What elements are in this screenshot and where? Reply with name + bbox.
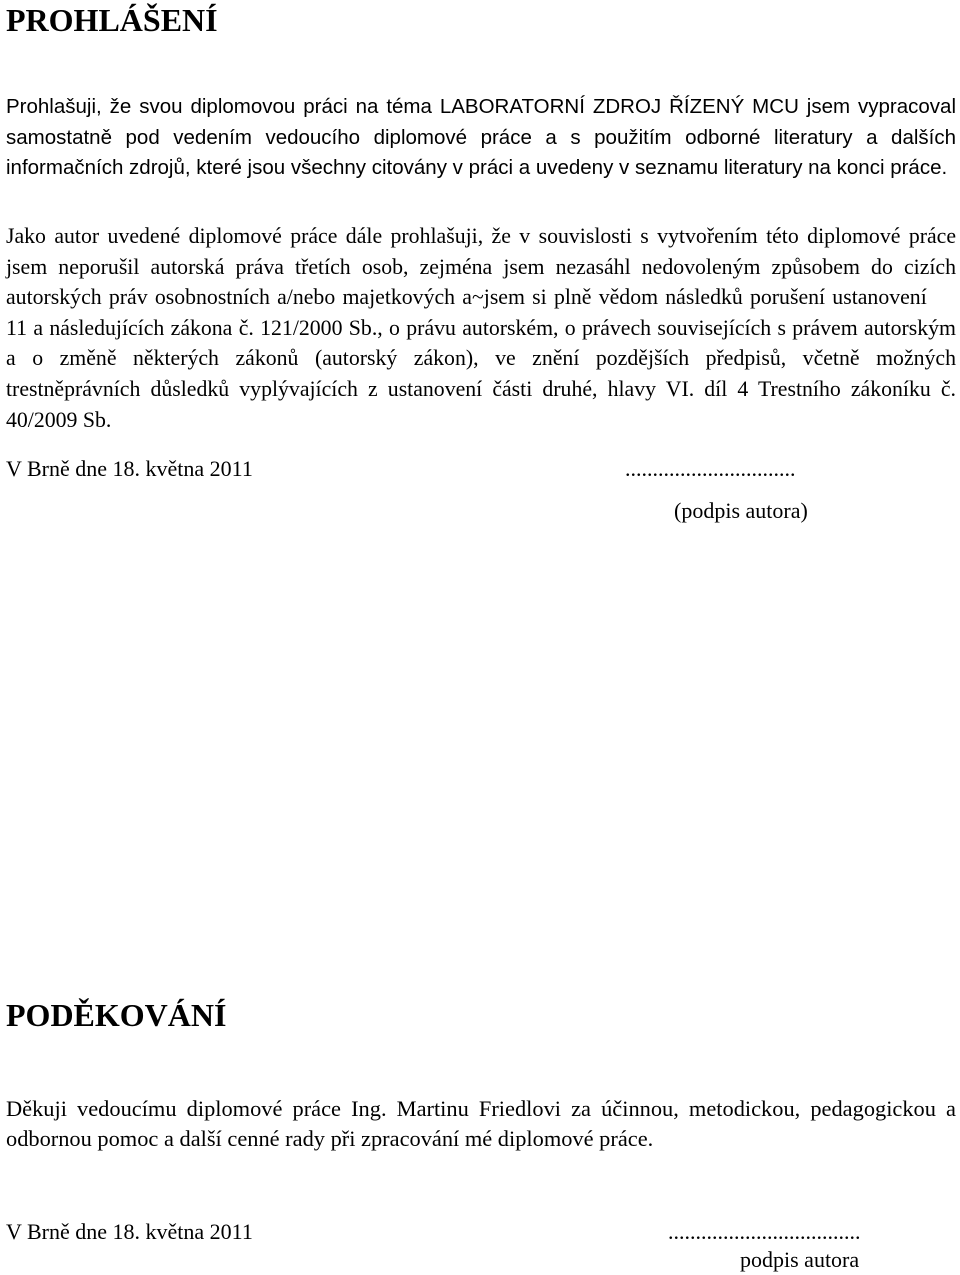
acknowledgement-place-date: V Brně dne 18. května 2011 xyxy=(6,1219,253,1244)
declaration-paragraph-1: Prohlašuji, že svou diplomovou práci na téma LABORATORNÍ ZDROJ ŘÍZENÝ MCU jsem vypracoval samostatně pod vedením vedoucího diplomové práce a s použitím odborné literatury a dalších informačních zdrojů, které jsou všechny citovány v práci a uvedeny v seznamu literatury na konci práce. xyxy=(6,95,956,180)
acknowledgement-title: PODĚKOVÁNÍ xyxy=(6,997,227,1033)
declaration-paragraph-2-part-2: 11 a následujících zákona č. 121/2000 Sb., o právu autorském, o právech souvisejících s právem autorským a o změně některých zákonů (autorský zákon), ve znění pozdějších předpisů, včetně možných trestněprávních důsledků vyplývajících z ustanovení části druhé, hlavy VI. díl 4 Trestního zákoníku č. 40/2009 Sb. xyxy=(6,315,956,432)
declaration-paragraph-2-part-1: Jako autor uvedené diplomové práce dále prohlašuji, že v souvislosti s vytvořením této diplomové práce jsem neporušil autorská práva třetích osob, zejména jsem nezasáhl nedovoleným způsobem do cizích autorských práv osobnostních a/nebo majetkových a~jsem si plně vědom následků porušení ustanovení xyxy=(6,224,956,310)
declaration-paragraph-2 xyxy=(6,221,956,435)
section-sign-icon xyxy=(934,282,956,313)
acknowledgement-signature-label: podpis autora xyxy=(740,1247,860,1272)
declaration-signature-label: (podpis autora) xyxy=(674,498,808,523)
declaration-title: PROHLÁŠENÍ xyxy=(6,2,218,38)
acknowledgement-signature-line: ................................... xyxy=(668,1219,861,1244)
declaration-place-date: V Brně dne 18. května 2011 xyxy=(6,456,253,481)
declaration-signature-line: ............................... xyxy=(625,456,796,481)
acknowledgement-paragraph: Děkuji vedoucímu diplomové práce Ing. Martinu Friedlovi za účinnou, metodickou, pedagogickou a odbornou pomoc a další cenné rady při zpracování mé diplomové práce. xyxy=(6,1096,956,1151)
